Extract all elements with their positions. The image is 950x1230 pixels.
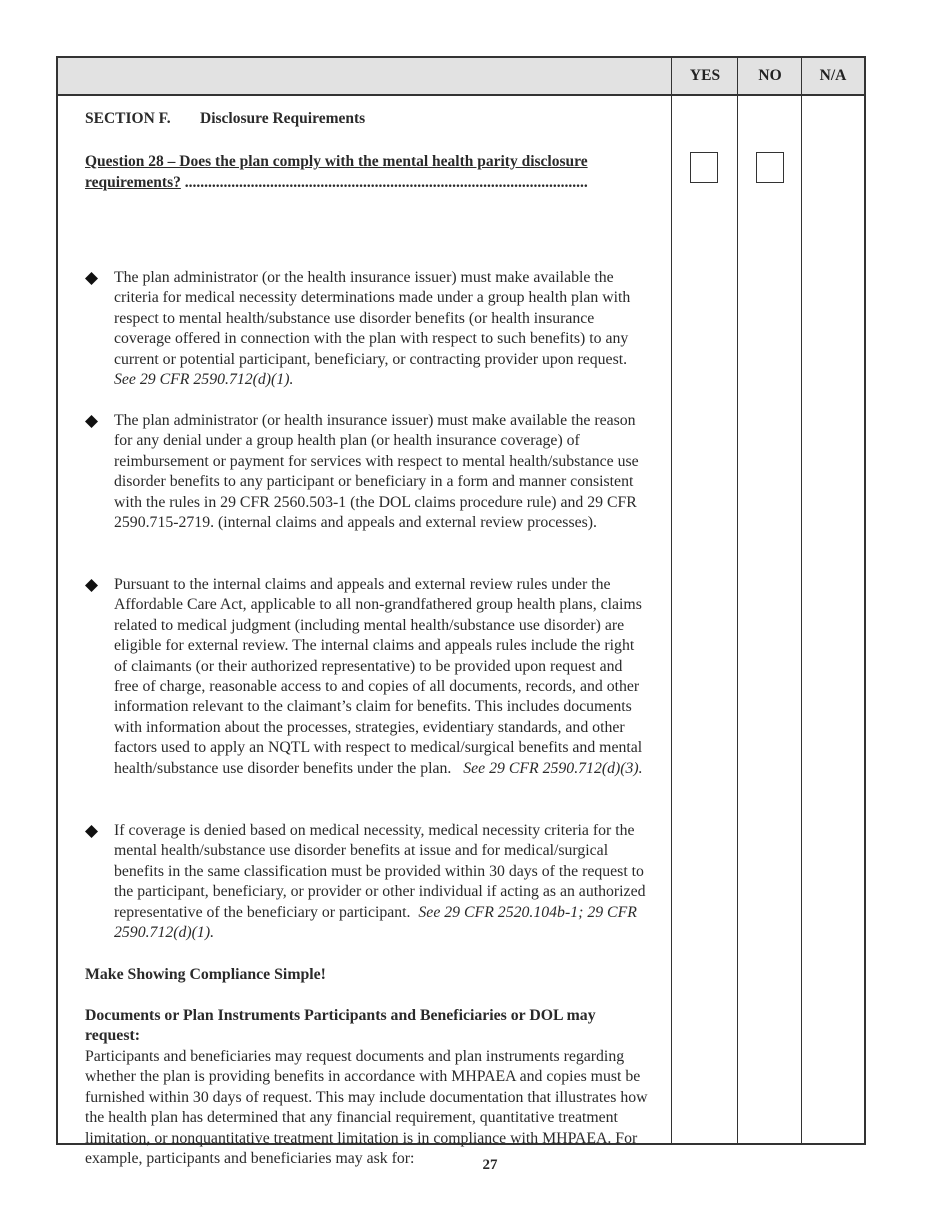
column-divider-no (737, 58, 738, 1143)
question-leader-dots: ........................................................................................................ (180, 174, 588, 191)
documents-heading: Documents or Plan Instruments Participants and Beneficiaries or DOL may request: (85, 1007, 596, 1045)
bullet-item (85, 411, 650, 533)
diamond-bullet-icon (85, 825, 98, 838)
bullet-text: Pursuant to the internal claims and appeals and external review rules under the Affordable Care Act, applicable to all non-grandfathered group health plans, claims related to medical judgment (including mental health/substance use disorder) are eligible for external review. The internal claims and appeals rules include the right of claimants (or their authorized representative) to be provided upon request and free of charge, reasonable access to and copies of all documents, records, and other information relevant to the claimant’s claim for benefits. This includes documents with information about the processes, strategies, evidentiary standards, and other factors used to apply an NQTL with respect to medical/surgical benefits and mental health/substance use disorder benefits under the plan. (114, 576, 643, 777)
no-column-header: NO (758, 67, 782, 84)
checklist-table (56, 56, 866, 1168)
section-title: Disclosure Requirements (200, 110, 366, 127)
bullet-item (85, 821, 650, 943)
bullet-item (85, 268, 650, 390)
section-heading (85, 109, 365, 129)
section-label: SECTION F. (85, 110, 171, 127)
na-column-header: N/A (819, 67, 847, 84)
column-divider-yes (671, 58, 672, 1143)
question-28 (85, 151, 650, 193)
bullet-citation: See 29 CFR 2590.712(d)(3). (463, 759, 643, 777)
diamond-bullet-icon (85, 415, 98, 428)
bullet-text: If coverage is denied based on medical necessity, medical necessity criteria for the mental health/substance use disorder benefits at issue and for medical/surgical benefits in the same classification must be provided within 30 days of the request to the participant, beneficiary, or provider or other individual if acting as an authorized representative of the beneficiary or participant. (114, 822, 646, 921)
bullet-item (85, 575, 650, 779)
question-text: Question 28 – Does the plan comply with the mental health parity disclosure requirements? (85, 153, 588, 191)
bullet-citation: See 29 CFR 2590.712(d)(1). (114, 371, 294, 389)
diamond-bullet-icon (85, 579, 98, 592)
bullet-text: The plan administrator (or the health insurance issuer) must make available the criteria for medical necessity determinations made under a group health plan with respect to mental health/substance use disorder benefits (or health insurance coverage offered in connection with the plan with respect to such benefits) to any current or potential participant, beneficiary, or contracting provider upon request. (114, 269, 631, 368)
bullet-citation: See 29 CFR 2520.104b-1; 29 CFR 2590.712(d)(1). (114, 903, 637, 942)
table-header-row (58, 58, 864, 96)
documents-body: Participants and beneficiaries may request documents and plan instruments regarding whether the plan is providing benefits in accordance with MHPAEA and copies must be furnished within 30 days of request. This may include documentation that illustrates how the health plan has determined that any financial requirement, quantitative treatment limitation, or nonquantitative treatment limitation is in compliance with MHPAEA. For example, participants and beneficiaries may ask for: (85, 1048, 648, 1168)
yes-column-header: YES (689, 67, 721, 84)
column-divider-na (801, 58, 802, 1143)
page-number: 27 (482, 1157, 498, 1173)
bullet-text: The plan administrator (or health insurance issuer) must make available the reason for any denial under a group health plan (or health insurance coverage) of reimbursement or payment for services with respect to mental health/substance use disorder benefits to any participant or beneficiary in a form and manner consistent with the rules in 29 CFR 2560.503-1 (the DOL claims procedure rule) and 29 CFR 2590.715-2719. (internal claims and appeals and external review processes). (114, 412, 639, 532)
diamond-bullet-icon (85, 272, 98, 285)
no-checkbox[interactable] (756, 152, 784, 183)
compliance-heading: Make Showing Compliance Simple! (85, 966, 326, 983)
yes-checkbox[interactable] (690, 152, 718, 183)
